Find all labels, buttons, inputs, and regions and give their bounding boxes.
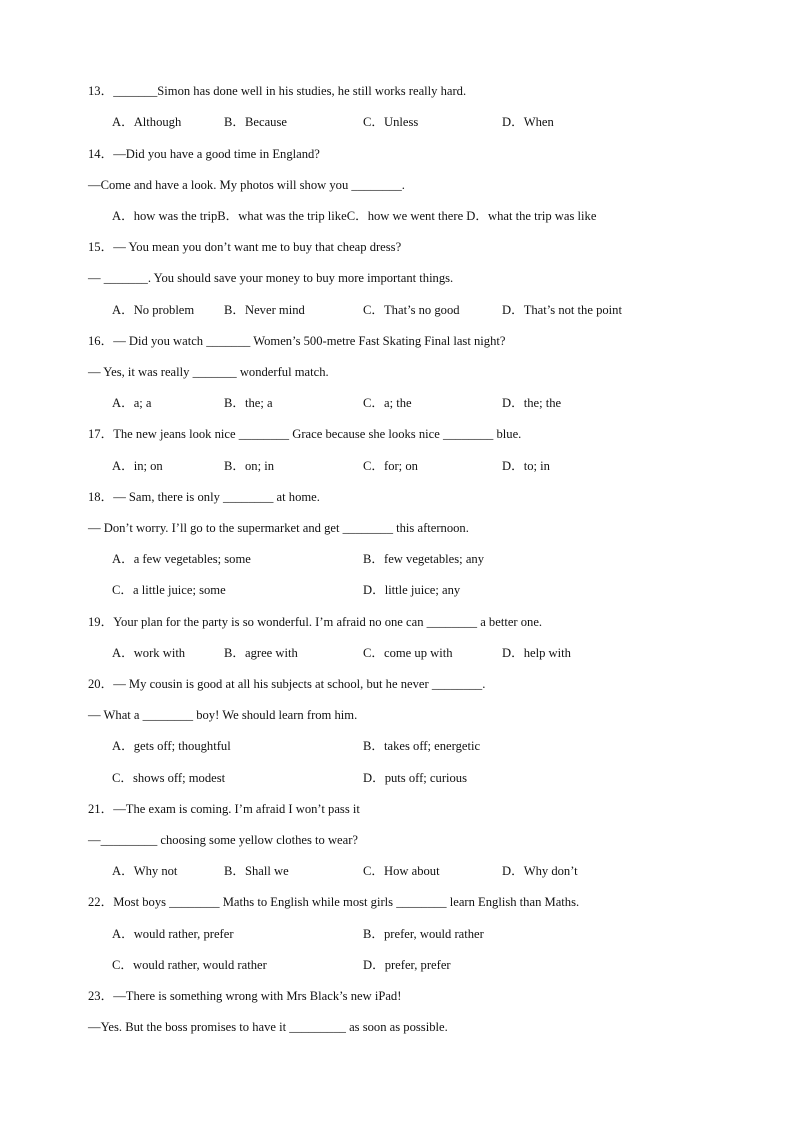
q20-option-a: A．gets off; thoughtful bbox=[112, 739, 231, 753]
q18-options-row2 bbox=[112, 582, 461, 598]
q15-option-a: A．No problem bbox=[112, 303, 195, 317]
q19-stem: 19．Your plan for the party is so wonderful. I’m afraid no one can ________ a better one. bbox=[88, 615, 543, 629]
q14-response: —Come and have a look. My photos will show you ________. bbox=[88, 178, 405, 192]
q14-option-run: A．how was the tripB．what was the trip likeC．how we went there D．what the trip was like bbox=[112, 209, 597, 223]
q20-options-row2 bbox=[112, 770, 468, 786]
q18-options-row1 bbox=[112, 551, 484, 567]
q20-options-row1 bbox=[112, 738, 481, 754]
q13-option-d: D．When bbox=[502, 115, 554, 129]
q21-response: —_________ choosing some yellow clothes to wear? bbox=[88, 833, 359, 847]
q21-option-a: A．Why not bbox=[112, 864, 178, 878]
q20-option-b: B．takes off; energetic bbox=[363, 739, 481, 753]
q16-stem: 16．— Did you watch _______ Women’s 500-metre Fast Skating Final last night? bbox=[88, 334, 506, 348]
q19-option-b: B．agree with bbox=[224, 646, 298, 660]
q13-option-a: A．Although bbox=[112, 115, 182, 129]
q20-option-d: D．puts off; curious bbox=[363, 771, 468, 785]
q13-option-b: B．Because bbox=[224, 115, 287, 129]
q21-stem: 21．—The exam is coming. I’m afraid I won’t pass it bbox=[88, 802, 360, 816]
q17-stem: 17．The new jeans look nice ________ Grace because she looks nice ________ blue. bbox=[88, 427, 522, 441]
q19-options bbox=[112, 645, 571, 661]
q14-options bbox=[112, 208, 597, 224]
q21-option-b: B．Shall we bbox=[224, 864, 289, 878]
q17-option-a: A．in; on bbox=[112, 459, 163, 473]
q15-options bbox=[112, 302, 622, 318]
q15-response: — _______. You should save your money to buy more important things. bbox=[88, 271, 454, 285]
q19-option-c: C．come up with bbox=[363, 646, 453, 660]
q16-option-d: D．the; the bbox=[502, 396, 562, 410]
q15-option-d: D．That’s not the point bbox=[502, 303, 622, 317]
q16-option-c: C．a; the bbox=[363, 396, 412, 410]
q13-options bbox=[112, 114, 554, 130]
q19-option-d: D．help with bbox=[502, 646, 571, 660]
q15-stem: 15．— You mean you don’t want me to buy that cheap dress? bbox=[88, 240, 402, 254]
q17-options bbox=[112, 458, 550, 474]
q20-response: — What a ________ boy! We should learn from him. bbox=[88, 708, 358, 722]
q21-options bbox=[112, 863, 578, 879]
q17-option-c: C．for; on bbox=[363, 459, 418, 473]
q23-response: —Yes. But the boss promises to have it _________ as soon as possible. bbox=[88, 1020, 448, 1034]
q17-option-b: B．on; in bbox=[224, 459, 275, 473]
q18-response: — Don’t worry. I’ll go to the supermarket and get ________ this afternoon. bbox=[88, 521, 469, 535]
q19-option-a: A．work with bbox=[112, 646, 186, 660]
q15-option-b: B．Never mind bbox=[224, 303, 305, 317]
q18-option-c: C．a little juice; some bbox=[112, 583, 226, 597]
q16-response: — Yes, it was really _______ wonderful match. bbox=[88, 365, 329, 379]
q21-option-c: C．How about bbox=[363, 864, 440, 878]
q21-option-d: D．Why don’t bbox=[502, 864, 578, 878]
q16-option-a: A．a; a bbox=[112, 396, 152, 410]
q16-options bbox=[112, 395, 562, 411]
q22-option-c: C．would rather, would rather bbox=[112, 958, 267, 972]
q22-stem: 22．Most boys ________ Maths to English while most girls ________ learn English than Maths. bbox=[88, 895, 580, 909]
q18-option-a: A．a few vegetables; some bbox=[112, 552, 251, 566]
q13-option-c: C．Unless bbox=[363, 115, 419, 129]
q18-stem: 18．— Sam, there is only ________ at home. bbox=[88, 490, 320, 504]
q15-option-c: C．That’s no good bbox=[363, 303, 460, 317]
q18-option-b: B．few vegetables; any bbox=[363, 552, 484, 566]
q20-stem: 20．— My cousin is good at all his subjects at school, but he never ________. bbox=[88, 677, 486, 691]
q16-option-b: B．the; a bbox=[224, 396, 273, 410]
q22-options-row2 bbox=[112, 957, 451, 973]
q17-option-d: D．to; in bbox=[502, 459, 550, 473]
q22-options-row1 bbox=[112, 926, 484, 942]
q14-stem: 14．—Did you have a good time in England? bbox=[88, 147, 320, 161]
q22-option-a: A．would rather, prefer bbox=[112, 927, 234, 941]
q22-option-d: D．prefer, prefer bbox=[363, 958, 451, 972]
q13-stem: 13．_______Simon has done well in his studies, he still works really hard. bbox=[88, 84, 467, 98]
q23-stem: 23．—There is something wrong with Mrs Black’s new iPad! bbox=[88, 989, 402, 1003]
q20-option-c: C．shows off; modest bbox=[112, 771, 226, 785]
q18-option-d: D．little juice; any bbox=[363, 583, 461, 597]
q22-option-b: B．prefer, would rather bbox=[363, 927, 484, 941]
